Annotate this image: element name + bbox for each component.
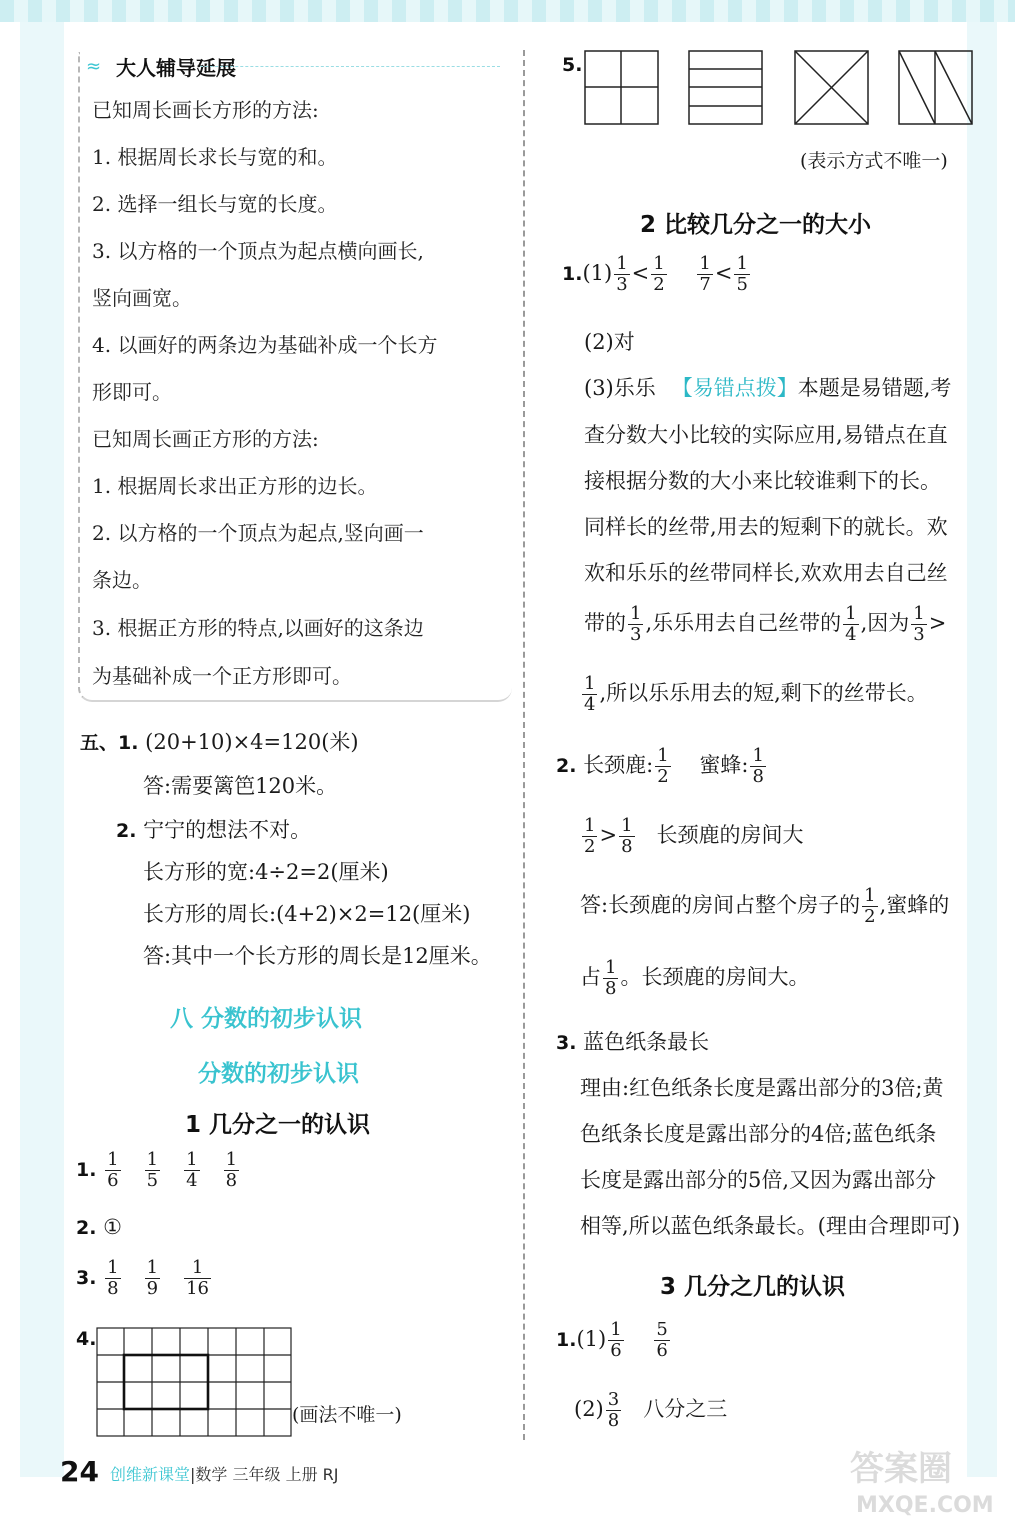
- answer-line: 占 $\frac{1}{8}$ 。长颈鹿的房间大。: [580, 957, 810, 999]
- error-tip-tag: 【易错点拨】: [671, 376, 798, 400]
- answer: ①: [103, 1215, 122, 1239]
- lesson1-q5: [562, 52, 582, 76]
- grid-drawing: [96, 1327, 292, 1437]
- question-2: [116, 814, 311, 844]
- note: (画法不唯一): [292, 1404, 402, 1426]
- answer-line: 欢和乐乐的丝带同样长,欢欢用去自己丝: [584, 561, 948, 585]
- lesson-1-title: 1 几分之一的认识: [185, 1112, 371, 1138]
- part-label: (1): [582, 261, 613, 285]
- answer-line: 答:需要篱笆120米。: [143, 774, 338, 798]
- svg-text:MXQE.COM: MXQE.COM: [856, 1493, 994, 1518]
- lesson1-q1: [76, 1150, 241, 1191]
- tip-line: 2. 选择一组长与宽的长度。: [92, 192, 338, 216]
- question-number: 1.: [556, 1329, 577, 1351]
- tip-line: 为基础补成一个正方形即可。: [92, 664, 352, 688]
- tip-line: 已知周长画正方形的方法:: [92, 427, 319, 451]
- square-triangles: [898, 50, 974, 126]
- question-number: 3.: [76, 1267, 97, 1289]
- section-label: 五、: [80, 732, 119, 754]
- tip-line: 3. 以方格的一个顶点为起点横向画长,: [92, 239, 424, 263]
- question-number: 1.: [76, 1159, 97, 1181]
- answer-line: 接根据分数的大小来比较谁剩下的长。: [584, 469, 941, 493]
- lesson-3-title: 3 几分之几的认识: [660, 1274, 846, 1300]
- chapter-title: 八 分数的初步认识: [170, 1006, 363, 1032]
- answer-line: $\frac{1}{2}$ > $\frac{1}{8}$ 长颈鹿的房间大: [584, 815, 804, 857]
- answer-line: 相等,所以蓝色纸条最长。(理由合理即可): [580, 1214, 961, 1238]
- answer-line: 长度是露出部分的5倍,又因为露出部分: [580, 1168, 937, 1192]
- fraction: $\frac{1}{4}$: [186, 1149, 198, 1191]
- lesson3-q1-p1: 1.(1) $\frac{1}{6}$ $\frac{5}{6}$: [556, 1319, 668, 1361]
- question-number: 1.: [118, 732, 139, 754]
- answer-line: (3)乐乐 【易错点拨】本题是易错题,考: [584, 376, 952, 400]
- fraction: $\frac{1}{16}$: [186, 1257, 210, 1299]
- answer-line: 查分数大小比较的实际应用,易错点在直: [584, 423, 948, 447]
- tip-line: 1. 根据周长求长与宽的和。: [92, 145, 338, 169]
- fraction: $\frac{1}{8}$: [225, 1149, 238, 1191]
- svg-text:答案圈: 答案圈: [850, 1449, 952, 1489]
- lesson1-q3: [76, 1258, 213, 1299]
- note: (表示方式不唯一): [800, 150, 948, 172]
- answer-line: 同样长的丝带,用去的短剩下的就长。欢: [584, 515, 948, 539]
- question-number: 2.: [556, 755, 577, 777]
- lesson-2-title: 2 比较几分之一的大小: [640, 212, 872, 238]
- question-number: 3.: [556, 1032, 577, 1054]
- tip-line: 2. 以方格的一个顶点为起点,竖向画一: [92, 521, 424, 545]
- lesson3-q1-p2: (2) $\frac{3}{8}$ 八分之三: [574, 1389, 728, 1431]
- lesson2-q1-p1: 1.(1) $\frac{1}{3}$ < $\frac{1}{2}$ $\frac{1}{7}$ < $\frac{1}{5}$: [562, 253, 748, 295]
- answer-line: 带的 $\frac{1}{3}$ ,乐乐用去自己丝带的 $\frac{1}{4}$ ,因为 $\frac{1}{3}$ >: [584, 603, 947, 645]
- question-number: 2.: [76, 1217, 97, 1239]
- chapter-subtitle: 分数的初步认识: [198, 1061, 359, 1087]
- lesson1-q4: [76, 1326, 96, 1350]
- tip-line: 条边。: [92, 568, 152, 592]
- watermark-logo: [840, 1440, 1000, 1520]
- answer-line: (2)对: [584, 330, 635, 354]
- left-margin-band: [20, 22, 64, 1477]
- question-number: 1.: [562, 263, 583, 285]
- fraction: $\frac{1}{8}$: [107, 1257, 119, 1299]
- answer-line: $\frac{1}{4}$ ,所以乐乐用去的短,剩下的丝带长。: [584, 673, 928, 715]
- answer-line: 答:长颈鹿的房间占整个房子的 $\frac{1}{2}$ ,蜜蜂的: [580, 885, 950, 927]
- answer-line: 长方形的周长:(4+2)×2=12(厘米): [143, 902, 471, 926]
- fraction: $\frac{1}{9}$: [146, 1257, 159, 1299]
- answer-line: 色纸条长度是露出部分的4倍;蓝色纸条: [580, 1122, 937, 1146]
- lesson2-q2: 2. 长颈鹿: $\frac{1}{2}$ 蜜蜂: $\frac{1}{8}$: [556, 745, 764, 787]
- answer-line: 理由:红色纸条长度是露出部分的3倍;黄: [580, 1076, 944, 1100]
- right-margin-band: [967, 22, 997, 1477]
- fraction: $\frac{1}{6}$: [107, 1149, 119, 1191]
- tip-line: 3. 根据正方形的特点,以画好的这条边: [92, 616, 424, 640]
- brand-name: 创维新课堂: [110, 1465, 191, 1484]
- question-number: 2.: [116, 820, 137, 842]
- section-5-answer: [80, 726, 359, 756]
- answer-line: 长方形的宽:4÷2=2(厘米): [143, 860, 389, 884]
- expression: (20+10)×4=120(米): [145, 730, 359, 754]
- lesson1-q2: [76, 1215, 122, 1239]
- tip-box-rule: [200, 66, 500, 67]
- column-divider: [523, 50, 525, 1440]
- top-wave-border: [0, 0, 1015, 22]
- wave-icon: ≈: [86, 56, 102, 77]
- footer-info: 创维新课堂|数学 三年级 上册 RJ: [110, 1465, 339, 1484]
- tip-box-title: 大人辅导延展: [116, 56, 236, 80]
- answer-line: 宁宁的想法不对。: [143, 818, 312, 842]
- lesson2-q3: 3. 蓝色纸条最长: [556, 1030, 710, 1054]
- tip-line: 已知周长画长方形的方法:: [92, 98, 319, 122]
- square-strips: [688, 50, 764, 126]
- tip-line: 4. 以画好的两条边为基础补成一个长方: [92, 333, 438, 357]
- tip-line: 形即可。: [92, 380, 172, 404]
- answer-line: 答:其中一个长方形的周长是12厘米。: [143, 944, 492, 968]
- question-number: 5.: [562, 54, 583, 76]
- page-number: 24: [60, 1455, 99, 1488]
- tip-line: 1. 根据周长求出正方形的边长。: [92, 474, 378, 498]
- question-number: 4.: [76, 1328, 97, 1350]
- square-quarters: [584, 50, 660, 126]
- tip-line: 竖向画宽。: [92, 286, 192, 310]
- fraction: $\frac{1}{5}$: [146, 1149, 159, 1191]
- square-diagonals: [794, 50, 870, 126]
